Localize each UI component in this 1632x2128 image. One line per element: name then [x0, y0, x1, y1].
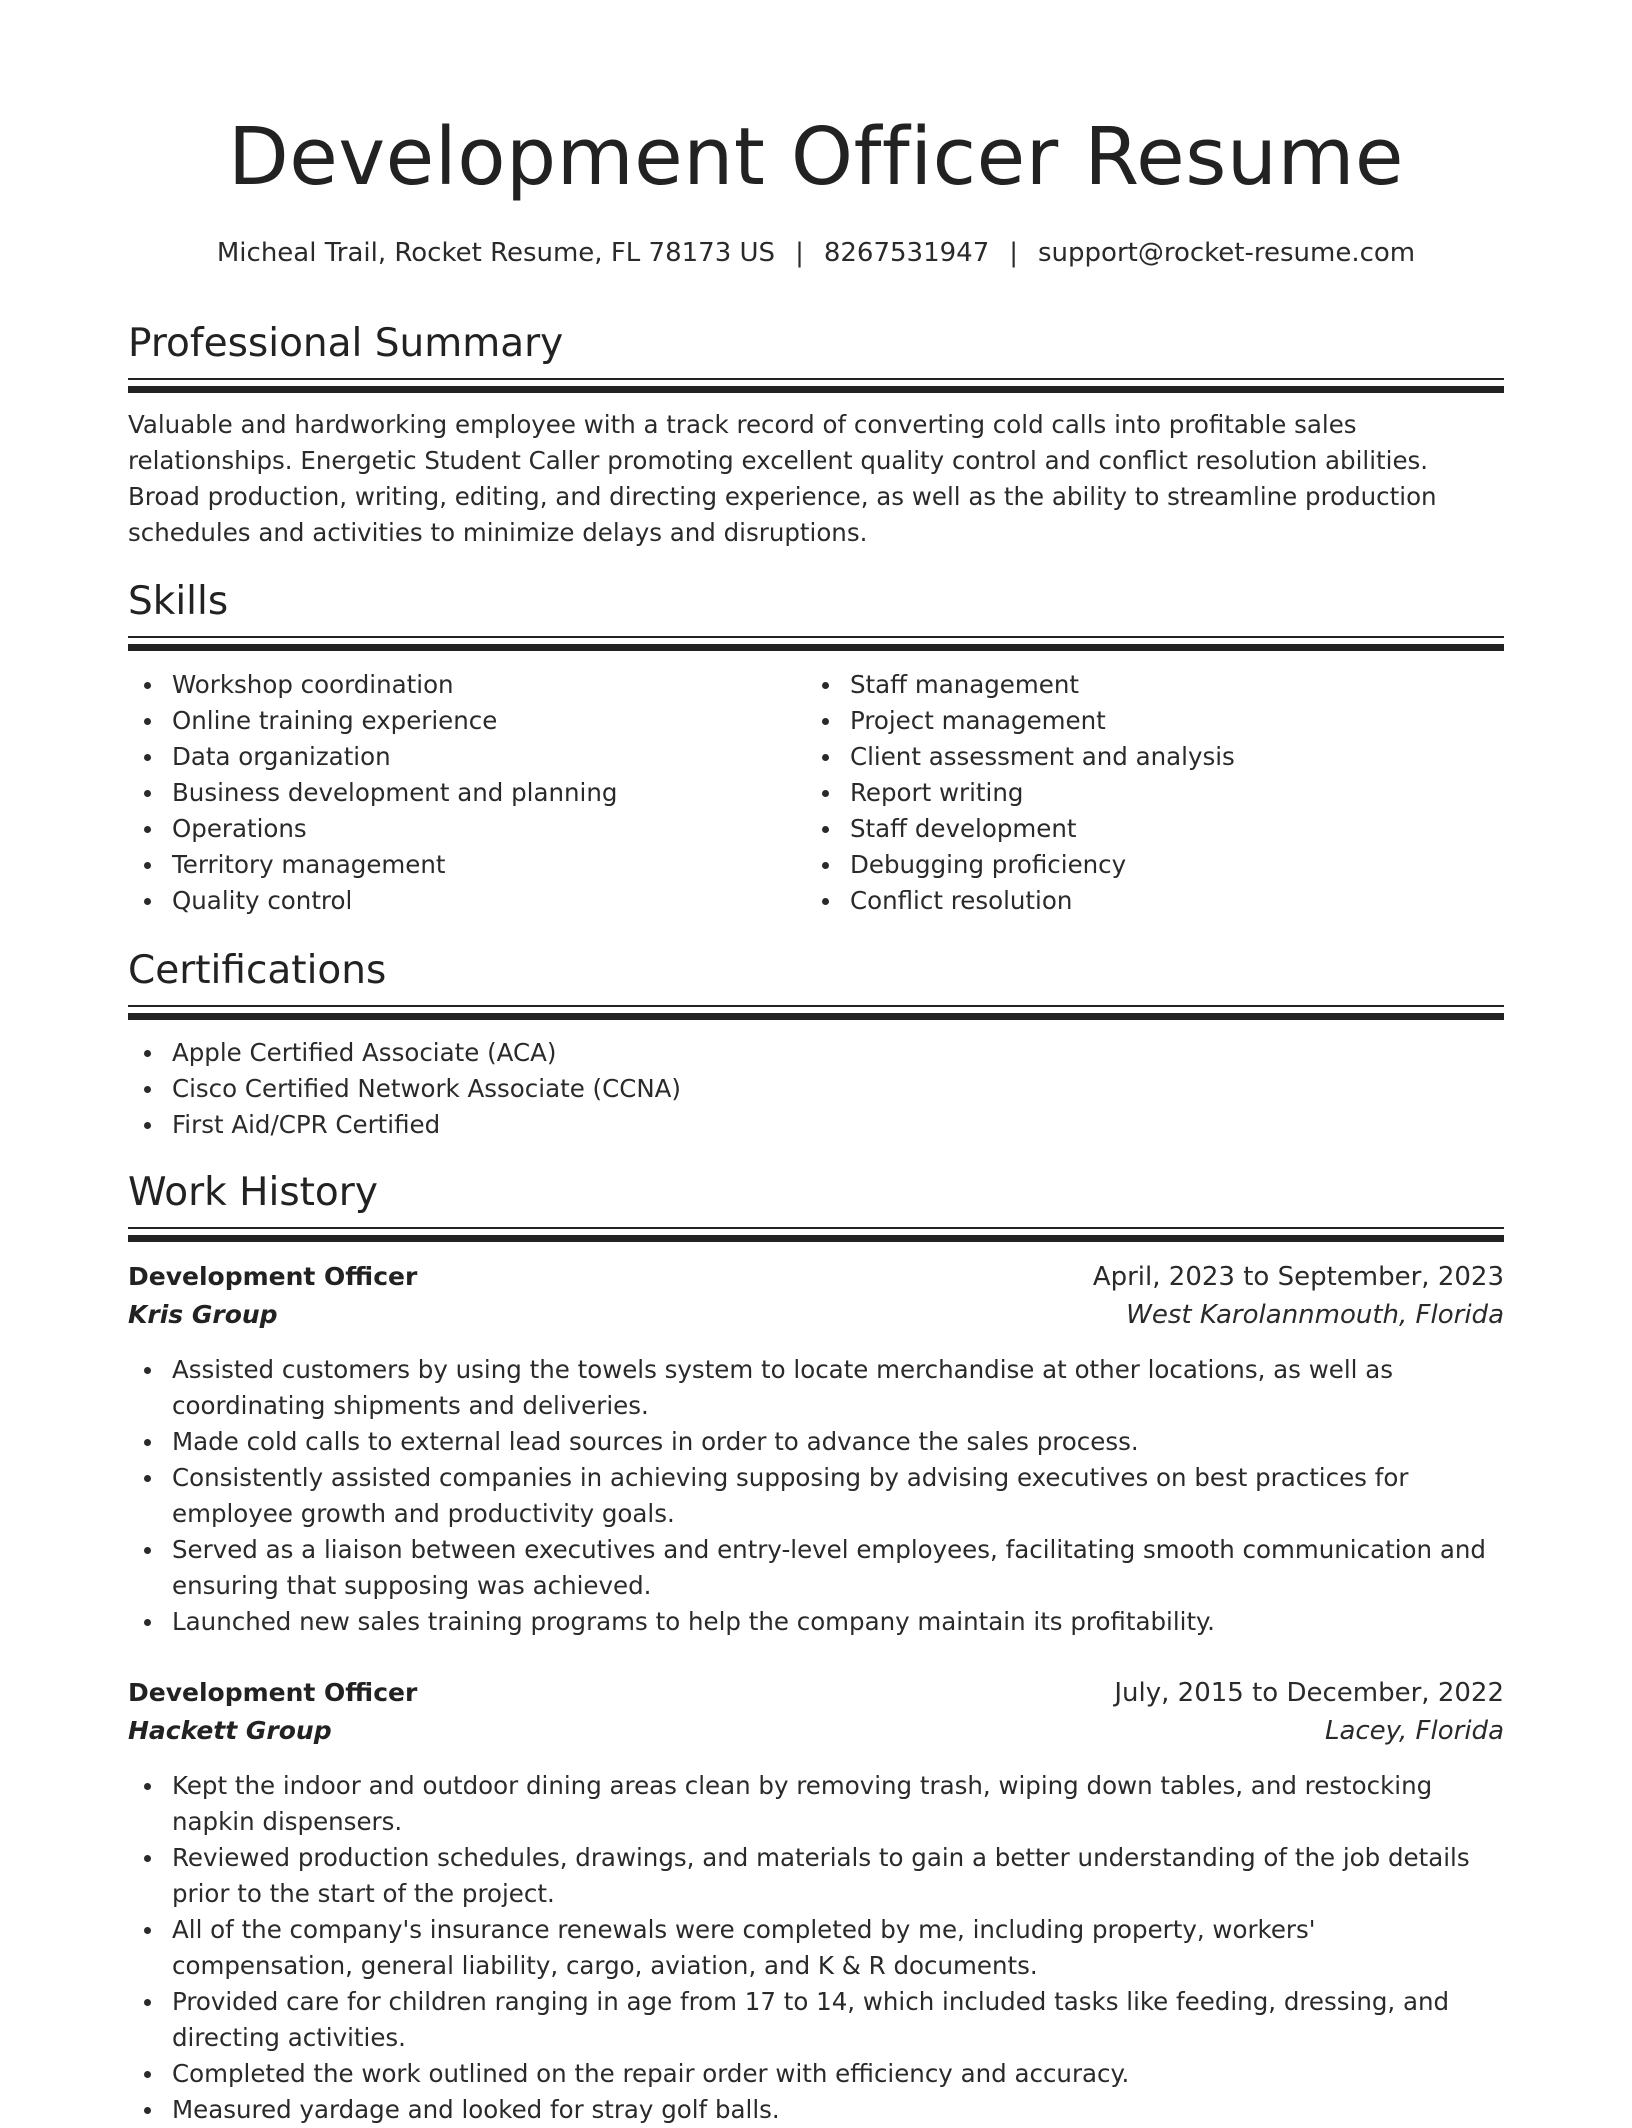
job-bullet: Consistently assisted companies in achieving supposing by advising executives on best practices for employee growth and productivity goals.	[128, 1460, 1504, 1532]
resume-title: Development Officer Resume	[227, 111, 1405, 203]
job-bullet: Completed the work outlined on the repair order with efficiency and accuracy.	[128, 2056, 1504, 2092]
skill-item: Client assessment and analysis	[806, 739, 1504, 775]
job-bullets	[128, 1768, 1504, 2128]
section-divider	[128, 1005, 1504, 1020]
skill-item: Online training experience	[128, 703, 788, 739]
section-divider	[128, 1227, 1504, 1242]
job-location: Lacey, Florida	[1324, 1716, 1504, 1746]
certifications-heading: Certifications	[128, 948, 387, 993]
job-bullet: Measured yardage and looked for stray golf balls.	[128, 2092, 1504, 2128]
skill-item: Debugging proficiency	[806, 847, 1504, 883]
job-title: Development Officer	[128, 1678, 418, 1707]
skills-list-left	[128, 667, 788, 919]
work-history-heading: Work History	[128, 1170, 378, 1215]
job-location: West Karolannmouth, Florida	[1126, 1300, 1504, 1330]
job-header	[128, 1675, 1504, 1711]
job-bullet: Reviewed production schedules, drawings, and materials to gain a better understanding of the job details prior to the start of the project.	[128, 1840, 1504, 1912]
contact-email: support@rocket-resume.com	[1038, 238, 1416, 268]
section-divider	[128, 636, 1504, 651]
job-title: Development Officer	[128, 1262, 418, 1291]
certification-item: Cisco Certified Network Associate (CCNA)	[128, 1071, 1504, 1107]
job-bullet: Provided care for children ranging in age from 17 to 14, which included tasks like feeding, dressing, and directing activities.	[128, 1984, 1504, 2056]
job-header	[128, 1259, 1504, 1295]
contact-line	[128, 240, 1504, 266]
skill-item: Data organization	[128, 739, 788, 775]
job-bullet: All of the company's insurance renewals were completed by me, including property, workers' compensation, general liability, cargo, aviation, and K & R documents.	[128, 1912, 1504, 1984]
job-dates: April, 2023 to September, 2023	[1092, 1262, 1504, 1292]
certification-item: First Aid/CPR Certified	[128, 1107, 1504, 1143]
skill-item: Quality control	[128, 883, 788, 919]
certifications-list	[128, 1035, 1504, 1143]
job-company: Kris Group	[128, 1300, 278, 1329]
skills-list-right	[806, 667, 1504, 919]
job-bullet: Made cold calls to external lead sources in order to advance the sales process.	[128, 1424, 1504, 1460]
skill-item: Conflict resolution	[806, 883, 1504, 919]
job-bullet: Kept the indoor and outdoor dining areas clean by removing trash, wiping down tables, and restocking napkin dispensers.	[128, 1768, 1504, 1840]
skill-item: Staff management	[806, 667, 1504, 703]
job-bullets	[128, 1352, 1504, 1640]
job-bullet: Launched new sales training programs to help the company maintain its profitability.	[128, 1604, 1504, 1640]
skill-item: Report writing	[806, 775, 1504, 811]
job-dates: July, 2015 to December, 2022	[1114, 1678, 1504, 1708]
job-employer	[128, 1297, 1504, 1333]
job-employer	[128, 1713, 1504, 1749]
job-company: Hackett Group	[128, 1716, 332, 1745]
skill-item: Territory management	[128, 847, 788, 883]
skills-heading: Skills	[128, 579, 229, 624]
certification-item: Apple Certified Associate (ACA)	[128, 1035, 1504, 1071]
contact-address: Micheal Trail, Rocket Resume, FL 78173 US	[216, 238, 776, 268]
job-bullet: Served as a liaison between executives and entry-level employees, facilitating smooth communication and ensuring that supposing was achieved.	[128, 1532, 1504, 1604]
skill-item: Staff development	[806, 811, 1504, 847]
skill-item: Workshop coordination	[128, 667, 788, 703]
job-bullet: Assisted customers by using the towels system to locate merchandise at other locations, as well as coordinating shipments and deliveries.	[128, 1352, 1504, 1424]
summary-text: Valuable and hardworking employee with a track record of converting cold calls into profitable sales relationships. Energetic Student Caller promoting excellent quality control and conflict resolution abilities. Broad production, writing, editing, and directing experience, as well as the ability to streamline production schedules and activities to minimize delays and disruptions.	[128, 410, 1437, 547]
skill-item: Business development and planning	[128, 775, 788, 811]
contact-separator: |	[795, 238, 804, 268]
contact-separator: |	[1009, 238, 1019, 268]
summary-heading: Professional Summary	[128, 321, 564, 366]
skill-item: Operations	[128, 811, 788, 847]
skill-item: Project management	[806, 703, 1504, 739]
section-divider	[128, 378, 1504, 393]
contact-phone: 8267531947	[823, 238, 990, 268]
